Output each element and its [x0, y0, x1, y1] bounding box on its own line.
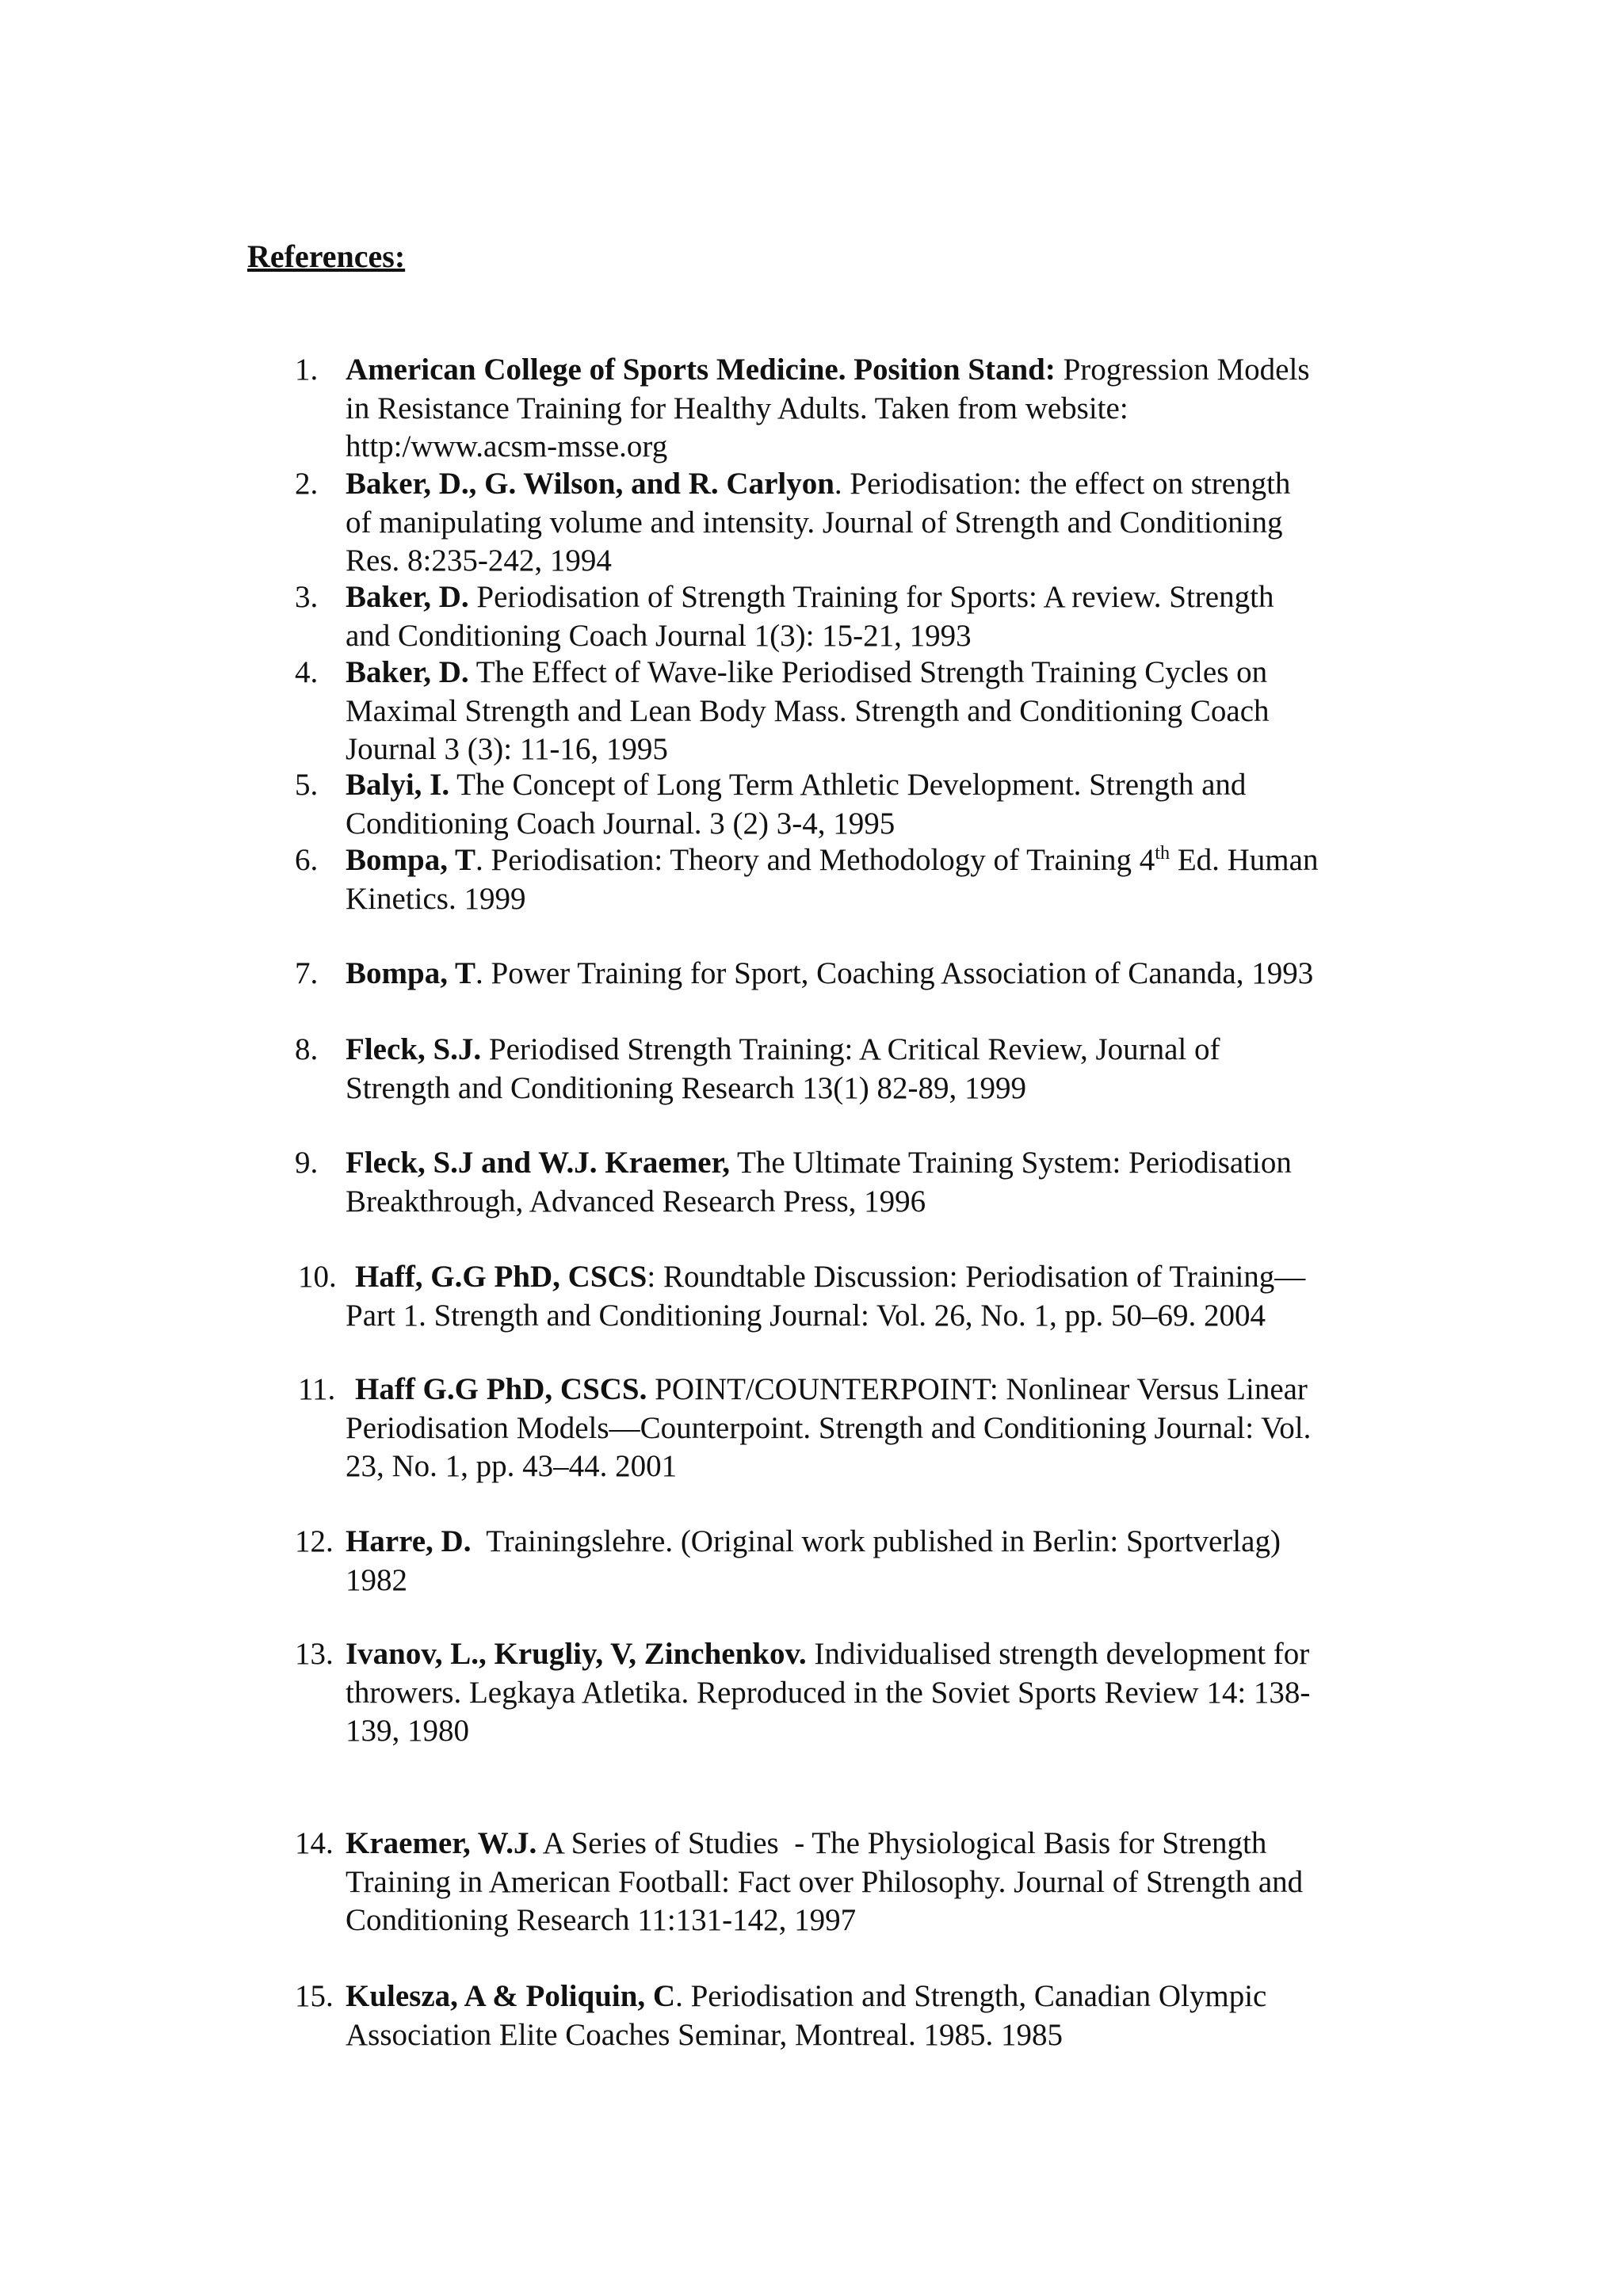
reference-author: Bompa, T	[346, 956, 475, 990]
reference-number: 4.	[295, 655, 319, 689]
reference-item	[0, 578, 1623, 655]
reference-item	[0, 1258, 1623, 1335]
reference-text: Balyi, I. The Concept of Long Term Athletic Development. Strength and Conditioning Coach Journal. 3 (2) 3-4, 1995	[346, 768, 1247, 841]
reference-author: Kraemer, W.J.	[346, 1826, 537, 1860]
reference-text: Kraemer, W.J. A Series of Studies - The Physiological Basis for Strength Training in American Football: Fact over Philosophy. Journal of Strength and Conditioning Research 11:131-142, 1997	[346, 1826, 1304, 1937]
reference-text: Haff G.G PhD, CSCS. POINT/COUNTERPOINT: Nonlinear Versus Linear Periodisation Models—Counterpoint. Strength and Conditioning Journal: Vol. 23, No. 1, pp. 43–44. 2001	[346, 1372, 1312, 1483]
reference-item	[0, 1825, 1623, 1940]
reference-number: 13.	[295, 1637, 334, 1671]
reference-number: 9.	[295, 1146, 319, 1180]
reference-author: Bompa, T	[346, 843, 475, 877]
reference-author: American College of Sports Medicine. Position Stand:	[346, 353, 1056, 387]
reference-item	[0, 1978, 1623, 2054]
superscript: th	[1155, 842, 1170, 864]
reference-author: Fleck, S.J and W.J. Kraemer,	[346, 1146, 730, 1180]
reference-number: 12.	[295, 1524, 334, 1558]
reference-author: Ivanov, L., Krugliy, V, Zinchenkov.	[346, 1637, 807, 1671]
reference-text: Haff, G.G PhD, CSCS: Roundtable Discussion: Periodisation of Training— Part 1. Strength and Conditioning Journal: Vol. 26, No. 1, pp. 50–69. 2004	[346, 1260, 1306, 1333]
reference-text: American College of Sports Medicine. Position Stand: Progression Models in Resistance Training for Healthy Adults. Taken from website: http:/www.acsm-msse.org	[346, 353, 1310, 463]
reference-item	[0, 1144, 1623, 1221]
reference-text: Fleck, S.J and W.J. Kraemer, The Ultimate Training System: Periodisation Breakthrough, Advanced Research Press, 1996	[346, 1146, 1292, 1219]
reference-number: 8.	[295, 1032, 319, 1066]
reference-item	[0, 351, 1623, 467]
reference-number: 3.	[295, 580, 319, 614]
reference-number: 6.	[295, 843, 319, 877]
reference-author: Kulesza, A & Poliquin, C	[346, 1979, 676, 2013]
reference-number: 10.	[298, 1260, 337, 1294]
reference-text: Fleck, S.J. Periodised Strength Training: A Critical Review, Journal of Strength and Conditioning Research 13(1) 82-89, 1999	[346, 1032, 1220, 1105]
reference-number: 14.	[295, 1826, 334, 1860]
reference-number: 2.	[295, 467, 319, 501]
reference-item	[0, 1523, 1623, 1600]
reference-text: Bompa, T. Power Training for Sport, Coaching Association of Cananda, 1993	[346, 956, 1314, 990]
reference-text: Baker, D. Periodisation of Strength Training for Sports: A review. Strength and Conditioning Coach Journal 1(3): 15-21, 1993	[346, 580, 1274, 653]
reference-author: Harre, D.	[346, 1524, 472, 1558]
reference-author: Baker, D., G. Wilson, and R. Carlyon	[346, 467, 834, 501]
reference-item	[0, 1371, 1623, 1486]
reference-author: Haff, G.G PhD, CSCS	[355, 1260, 647, 1294]
reference-item	[0, 1031, 1623, 1108]
reference-author: Baker, D.	[346, 655, 469, 689]
reference-author: Baker, D.	[346, 580, 469, 614]
reference-text: Baker, D., G. Wilson, and R. Carlyon. Periodisation: the effect on strength of manipulating volume and intensity. Journal of Strength and Conditioning Res. 8:235-242, 1994	[346, 467, 1291, 578]
reference-text: Baker, D. The Effect of Wave-like Periodised Strength Training Cycles on Maximal Strength and Lean Body Mass. Strength and Conditioning Coach Journal 3 (3): 11-16, 1995	[346, 655, 1270, 766]
reference-number: 1.	[295, 353, 319, 387]
reference-item	[0, 465, 1623, 581]
reference-text: Kulesza, A & Poliquin, C. Periodisation and Strength, Canadian Olympic Association Elite Coaches Seminar, Montreal. 1985. 1985	[346, 1979, 1267, 2052]
reference-author: Fleck, S.J.	[346, 1032, 482, 1066]
reference-author: Balyi, I.	[346, 768, 450, 802]
reference-item	[0, 766, 1623, 843]
reference-item	[0, 841, 1623, 918]
reference-number: 5.	[295, 768, 319, 802]
reference-text: Ivanov, L., Krugliy, V, Zinchenkov. Individualised strength development for throwers. Legkaya Atletika. Reproduced in the Soviet Sports Review 14: 138- 139, 1980	[346, 1637, 1311, 1748]
reference-number: 15.	[295, 1979, 334, 2013]
reference-item	[0, 654, 1623, 769]
reference-author: Haff G.G PhD, CSCS.	[355, 1372, 647, 1406]
reference-number: 7.	[295, 956, 319, 990]
references-heading: References:	[247, 238, 406, 274]
reference-item	[0, 955, 1623, 994]
reference-item	[0, 1635, 1623, 1751]
reference-text: Harre, D. Trainingslehre. (Original work published in Berlin: Sportverlag) 1982	[346, 1524, 1281, 1597]
reference-number: 11.	[298, 1372, 336, 1406]
reference-text: Bompa, T. Periodisation: Theory and Methodology of Training 4th Ed. Human Kinetics. 1999	[346, 842, 1319, 916]
